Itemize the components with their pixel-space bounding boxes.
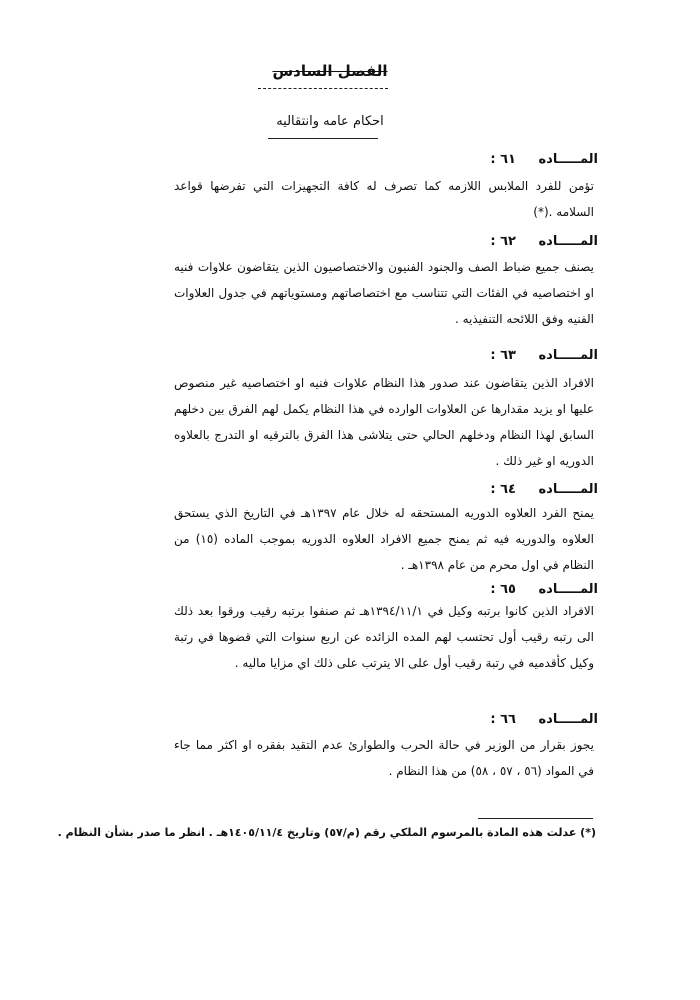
article-number: ٦٣ : bbox=[490, 348, 516, 363]
article-label: المـــــاده bbox=[538, 152, 598, 167]
article-heading-61 bbox=[490, 152, 598, 167]
article-heading-63 bbox=[490, 348, 598, 363]
footnote: (*) عدلت هذه المادة بالمرسوم الملكي رقم (م/٥٧) وتاريخ ١٤٠٥/١١/٤هـ . انظر ما صدر بشأن النظام . bbox=[57, 826, 596, 839]
article-number: ٦٥ : bbox=[490, 582, 516, 597]
footnote-divider bbox=[478, 818, 593, 819]
title-divider bbox=[258, 88, 388, 89]
article-label: المـــــاده bbox=[538, 482, 598, 497]
article-number: ٦٤ : bbox=[490, 482, 516, 497]
article-heading-62 bbox=[490, 234, 598, 249]
chapter-title bbox=[0, 62, 660, 80]
subtitle-divider bbox=[268, 138, 378, 139]
chapter-title-text: الفصل السادس bbox=[272, 62, 388, 80]
article-heading-66 bbox=[490, 712, 598, 727]
article-number: ٦٢ : bbox=[490, 234, 516, 249]
chapter-subtitle: احكام عامه وانتقاليه bbox=[276, 114, 384, 129]
article-label: المـــــاده bbox=[538, 234, 598, 249]
article-text-63: الافراد الذين يتقاضون عند صدور هذا النظام علاوات فنيه او اختصاصيه غير منصوص عليها او يزيد مقدارها عن العلاوات الوارده في هذا النظام يكمل لهم الفرق بين دخلهم السابق لهذا النظام ودخلهم الحالي حتى يتلاشى هذا الفرق بالترقيه او التدرج بالعلاوه الدوريه او غير ذلك . bbox=[174, 376, 594, 468]
article-text-62: يصنف جميع ضباط الصف والجنود الفنيون والاختصاصيون الذين يتقاضون علاوات فنيه او اختصاصيه في الفئات التي تتناسب مع اختصاصاتهم ومستوياتهم في جدول العلاوات الفنيه وفق اللائحه التنفيذيه . bbox=[174, 260, 594, 326]
article-heading-65 bbox=[490, 582, 598, 597]
article-text-61: تؤمن للفرد الملابس اللازمه كما تصرف له كافة التجهيزات التي تفرضها قواعد السلامه .(*) bbox=[174, 179, 594, 219]
article-text-65: الافراد الذين كانوا برتبه وكيل في ١٣٩٤/١١/١هـ ثم صنفوا برتبه رقيب ورقوا بعد ذلك الى رتبه رقيب أول تحتسب لهم المده الزائده عن اربع سنوات التي قضوها في رتبة وكيل كأقدميه في رتبة رقيب أول على الا يترتب على ذلك اي مزايا ماليه . bbox=[174, 604, 594, 670]
article-text-64: يمنح الفرد العلاوه الدوريه المستحقه له خلال عام ١٣٩٧هـ في التاريخ الذي يستحق العلاوه والدوريه فيه ثم يمنح جميع الافراد العلاوه الدوريه بموجب الماده (١٥) من النظام في اول محرم من عام ١٣٩٨هـ . bbox=[174, 506, 595, 572]
article-label: المـــــاده bbox=[538, 582, 598, 597]
article-number: ٦٦ : bbox=[490, 712, 516, 727]
article-text-66: يجوز بقرار من الوزير في حالة الحرب والطوارئ عدم التقيد بفقره او اكثر مما جاء في المواد (٥٦ ، ٥٧ ، ٥٨) من هذا النظام . bbox=[174, 738, 594, 778]
article-heading-64 bbox=[490, 482, 598, 497]
article-number: ٦١ : bbox=[490, 152, 516, 167]
article-label: المـــــاده bbox=[538, 712, 598, 727]
article-label: المـــــاده bbox=[538, 348, 598, 363]
